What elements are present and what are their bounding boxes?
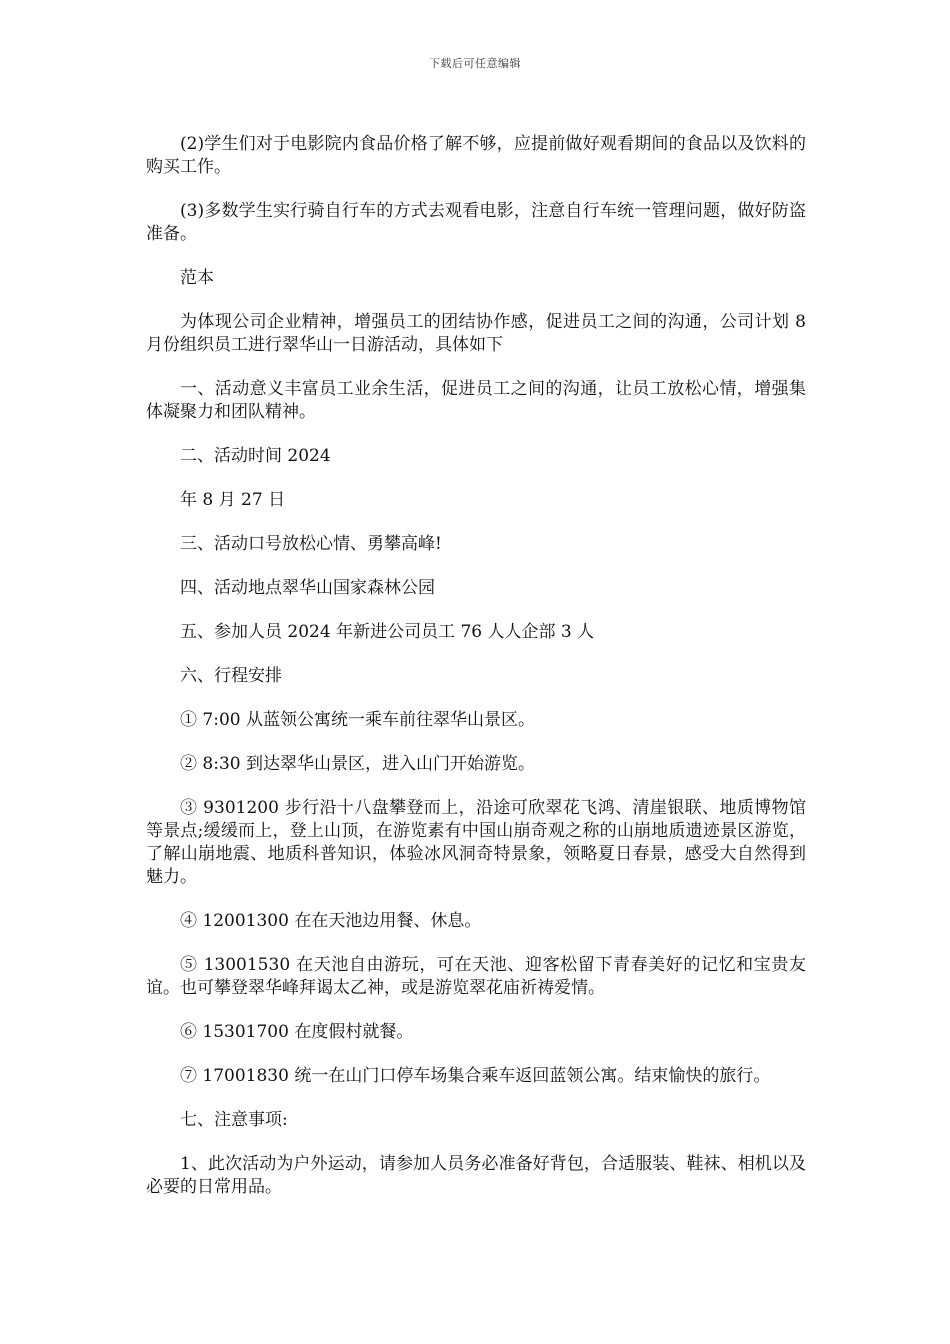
paragraph-activity-date: 年 8 月 27 日 [180, 490, 286, 510]
paragraph-intro: 为体现公司企业精神，增强员工的团结协作感，促进员工之间的沟通，公司计划 8 月份组织员工进行翠华山一日游活动，具体如下 [146, 312, 806, 355]
paragraph-note-3: (3)多数学生实行骑自行车的方式去观看电影，注意自行车统一管理问题，做好防盗准备。 [146, 201, 806, 244]
paragraph-participants: 五、参加人员 2024 年新进公司员工 76 人人企部 3 人 [180, 622, 595, 642]
paragraph-activity-time: 二、活动时间 2024 [180, 446, 331, 466]
paragraph-activity-meaning: 一、活动意义丰富员工业余生活，促进员工之间的沟通，让员工放松心情，增强集体凝聚力和团队精神。 [146, 379, 806, 422]
paragraph-notes-item-1: 1、此次活动为户外运动，请参加人员务必准备好背包，合适服装、鞋袜、相机以及必要的日常用品。 [146, 1154, 806, 1197]
paragraph-itinerary-item-6: ⑥ 15301700 在度假村就餐。 [180, 1022, 414, 1042]
paragraph-itinerary-item-2: ② 8:30 到达翠华山景区，进入山门开始游览。 [180, 754, 535, 774]
document-body [146, 133, 806, 1220]
paragraph-activity-location: 四、活动地点翠华山国家森林公园 [180, 578, 435, 598]
paragraph-note-2: (2)学生们对于电影院内食品价格了解不够，应提前做好观看期间的食品以及饮料的购买工作。 [146, 134, 806, 177]
paragraph-itinerary-item-5: ⑤ 13001530 在天池自由游玩，可在天池、迎客松留下青春美好的记忆和宝贵友谊。也可攀登翠华峰拜谒太乙神，或是游览翠花庙祈祷爱情。 [146, 955, 806, 998]
paragraph-activity-slogan: 三、活动口号放松心情、勇攀高峰! [180, 534, 442, 554]
page-header: 下载后可任意编辑 [429, 57, 521, 70]
paragraph-itinerary-heading: 六、行程安排 [180, 666, 282, 686]
paragraph-itinerary-item-3: ③ 9301200 步行沿十八盘攀登而上，沿途可欣翠花飞鸿、清崖银联、地质博物馆等景点;缓缓而上，登上山顶，在游览素有中国山崩奇观之称的山崩地质遗迹景区游览，了解山崩地震、地质科普知识，体验冰风洞奇特景象，领略夏日春景，感受大自然得到魅力。 [146, 798, 806, 887]
paragraph-itinerary-item-1: ① 7:00 从蓝领公寓统一乘车前往翠华山景区。 [180, 710, 535, 730]
paragraph-itinerary-item-7: ⑦ 17001830 统一在山门口停车场集合乘车返回蓝领公寓。结束愉快的旅行。 [180, 1066, 771, 1086]
paragraph-template-label: 范本 [180, 268, 214, 288]
paragraph-notes-heading: 七、注意事项: [180, 1110, 288, 1130]
paragraph-itinerary-item-4: ④ 12001300 在在天池边用餐、休息。 [180, 911, 482, 931]
